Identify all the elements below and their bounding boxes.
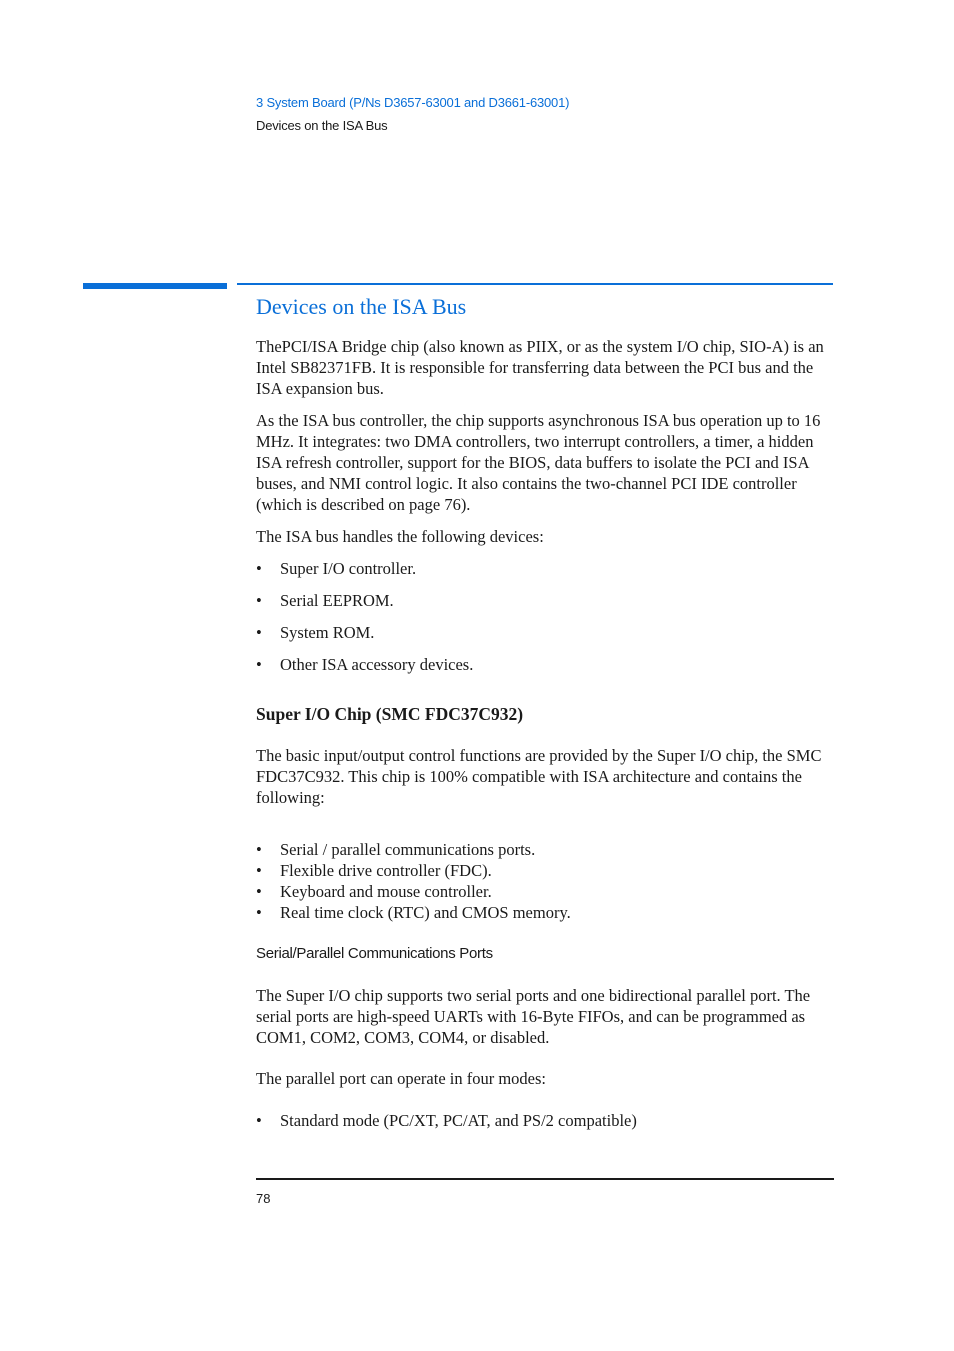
footer-rule — [256, 1178, 834, 1180]
list-item-text: Serial EEPROM. — [280, 591, 394, 610]
bullet-icon: • — [256, 903, 262, 922]
parallel-mode-list — [256, 1110, 834, 1131]
list-item — [256, 1110, 834, 1131]
list-item — [256, 902, 834, 923]
list-item-text: Keyboard and mouse controller. — [280, 882, 492, 901]
spacer — [256, 1059, 834, 1068]
bullet-icon: • — [256, 861, 262, 880]
spacer — [256, 1100, 834, 1110]
section-bar-left — [83, 283, 227, 289]
running-header-chapter: 3 System Board (P/Ns D3657-63001 and D3661-63001) — [256, 95, 570, 110]
list-item — [256, 654, 834, 675]
super-io-paragraph: The basic input/output control functions are provided by the Super I/O chip, the SMC FDC37C932. This chip is 100% compatible with ISA architecture and contains the following: — [256, 746, 822, 807]
serial-parallel-paragraph-2: The parallel port can operate in four modes: — [256, 1069, 547, 1088]
section-rule — [237, 283, 833, 285]
list-item — [256, 622, 834, 643]
page-content — [256, 292, 834, 1131]
list-item-text: Other ISA accessory devices. — [280, 655, 474, 674]
intro-paragraph-3: The ISA bus handles the following devices: — [256, 527, 544, 546]
list-item-text: Super I/O controller. — [280, 559, 417, 578]
super-io-feature-list — [256, 839, 834, 923]
list-item — [256, 558, 834, 579]
serial-parallel-paragraph-1: The Super I/O chip supports two serial ports and one bidirectional parallel port. The serial ports are high-speed UARTs with 16-Byte FIFOs, and can be programmed as COM1, COM2, COM3, COM4, or disabled. — [256, 986, 811, 1047]
list-item-text: Standard mode (PC/XT, PC/AT, and PS/2 compatible) — [280, 1111, 637, 1130]
bullet-icon: • — [256, 591, 262, 610]
bullet-icon: • — [256, 623, 262, 642]
list-item — [256, 881, 834, 902]
list-item — [256, 590, 834, 611]
bullet-icon: • — [256, 840, 262, 859]
page-number: 78 — [256, 1191, 271, 1206]
list-item-text: Serial / parallel communications ports. — [280, 840, 536, 859]
bullet-icon: • — [256, 559, 262, 578]
intro-paragraph-1: ThePCI/ISA Bridge chip (also known as PIIX, or as the system I/O chip, SIO-A) is an Intel SB82371FB. It is responsible for transferring data between the PCI bus and the ISA expansion bus. — [256, 337, 824, 398]
section-title: Devices on the ISA Bus — [256, 294, 467, 319]
bullet-icon: • — [256, 1111, 262, 1130]
bullet-icon: • — [256, 655, 262, 674]
list-item-text: System ROM. — [280, 623, 375, 642]
intro-paragraph-2: As the ISA bus controller, the chip supports asynchronous ISA bus operation up to 16 MHz. It integrates: two DMA controllers, two interrupt controllers, a timer, a hidden ISA refresh controller, support for the BIOS, data buffers to isolate the PCI and ISA buses, and NMI control logic. It also contains the two-channel PCI IDE controller (which is described on page 76). — [256, 411, 821, 514]
list-item-text: Flexible drive controller (FDC). — [280, 861, 492, 880]
bullet-icon: • — [256, 882, 262, 901]
spacer — [256, 819, 834, 839]
isa-device-list — [256, 558, 834, 675]
super-io-heading: Super I/O Chip (SMC FDC37C932) — [256, 704, 524, 724]
list-item — [256, 860, 834, 881]
list-item — [256, 839, 834, 860]
running-header-section: Devices on the ISA Bus — [256, 118, 388, 133]
list-item-text: Real time clock (RTC) and CMOS memory. — [280, 903, 571, 922]
serial-parallel-heading: Serial/Parallel Communications Ports — [256, 945, 493, 962]
